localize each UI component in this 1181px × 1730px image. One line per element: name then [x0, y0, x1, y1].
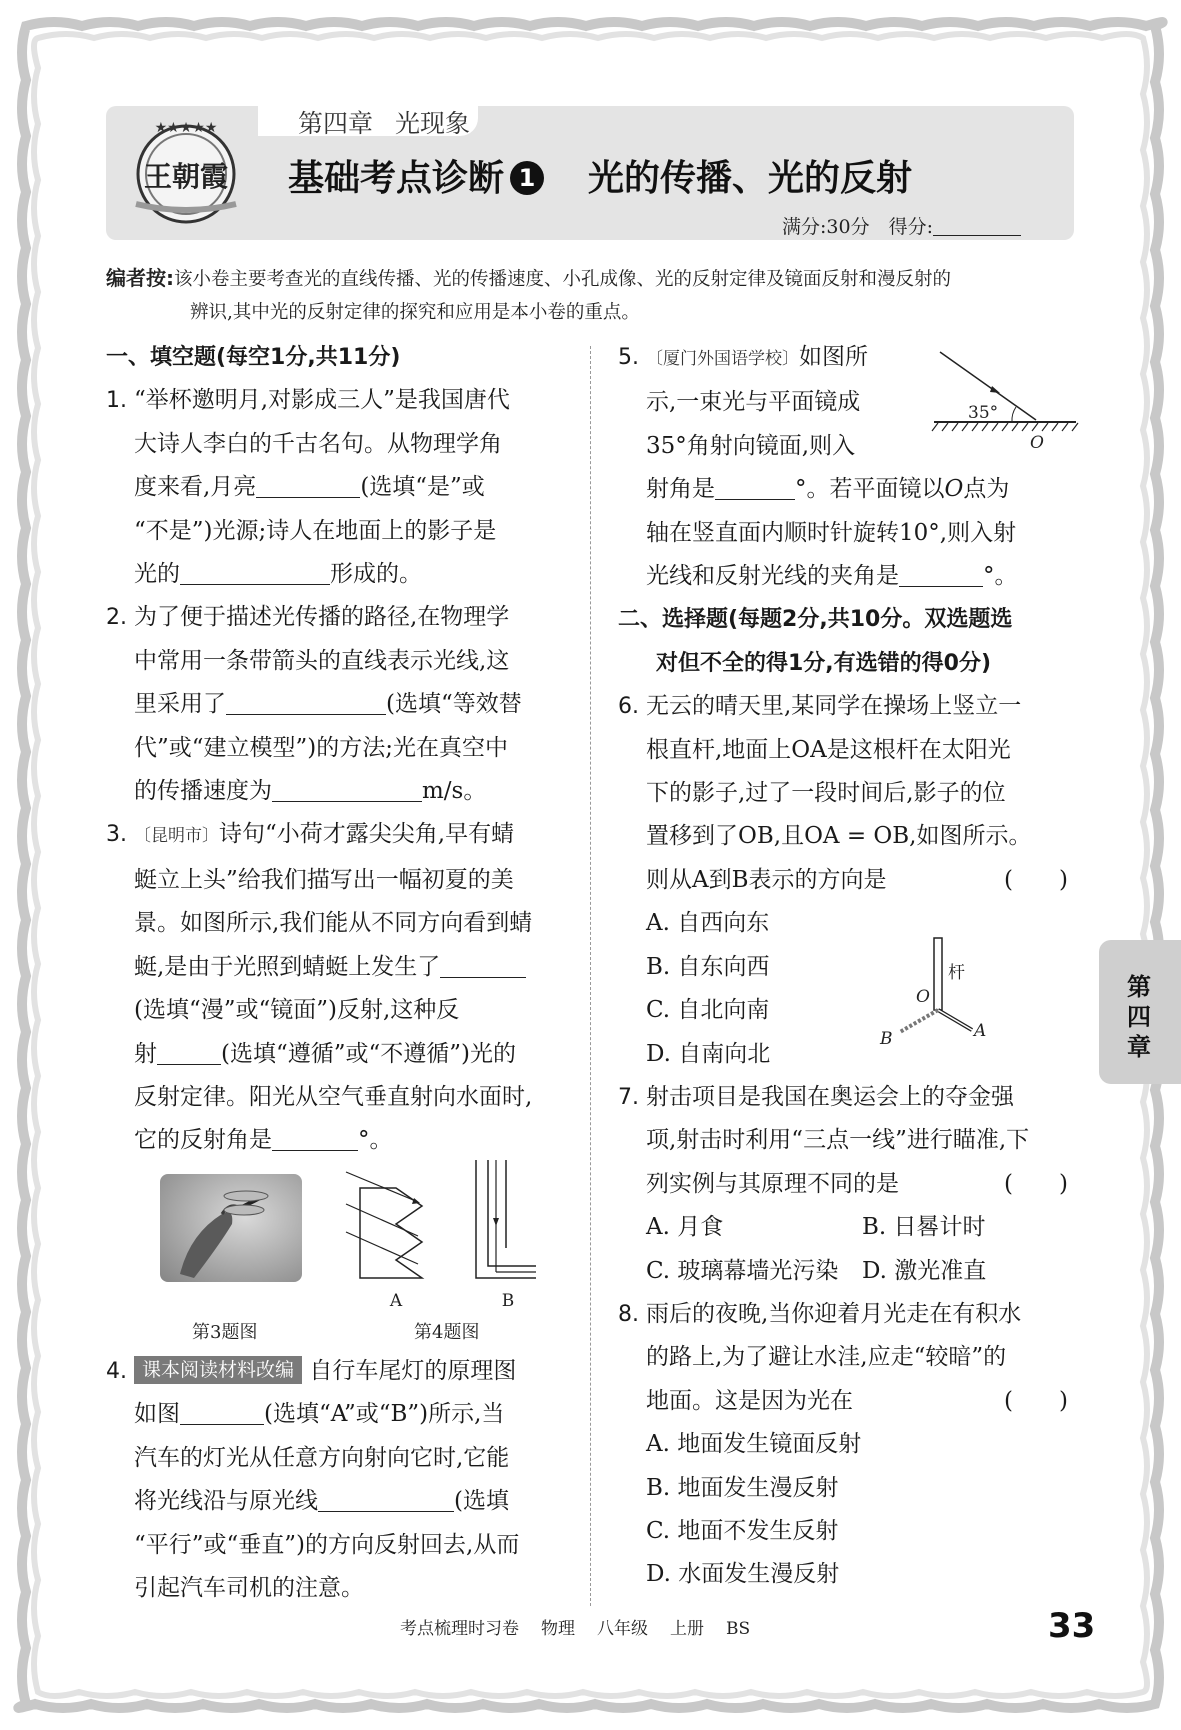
- footer-info: 考点梳理时习卷 物理 八年级 上册 BS: [400, 1619, 751, 1639]
- q5-mirror-diagram: [930, 346, 1080, 456]
- q8-option-d[interactable]: D. 水面发生漫反射: [646, 1561, 840, 1588]
- q8-answer-paren[interactable]: ( ): [1004, 1387, 1068, 1414]
- editor-note-label: 编者按:: [106, 266, 174, 290]
- q8-option-a[interactable]: A. 地面发生镜面反射: [646, 1431, 862, 1458]
- question-5: 5. 〔厦门外国语学校〕如图所 示,一束光与平面镜成 35°角射向镜面,则入 射角是 °。若平面镜以O点为 轴在竖直面内顺时针旋转10°,则入射 光线和反射光线的夹角是 °。: [618, 344, 1018, 590]
- fig4-label-b: B: [501, 1291, 515, 1310]
- q7-option-c[interactable]: C. 玻璃幕墙光污染: [646, 1257, 839, 1284]
- q6-answer-paren[interactable]: ( ): [1004, 866, 1068, 893]
- question-3: 3. 〔昆明市〕诗句“小荷才露尖尖角,早有蜻 蜓立上头”给我们描写出一幅初夏的美 景。如图所示,我们能从不同方向看到蜻 蜓,是由于光照到蜻蜓上发生了 (选填“漫”或“镜面”)反射,这种反 射 (选填“遵循”或“不遵循”)光的 反射定律。阳光从空气垂直射向水面时, 它的反射角是 °。: [106, 821, 533, 1154]
- q2-blank-2[interactable]: [272, 777, 422, 802]
- fig3-caption: 第3题图: [192, 1322, 258, 1343]
- fig4-caption: 第4题图: [414, 1322, 480, 1343]
- q5-blank-1[interactable]: [715, 475, 795, 500]
- score-line: 满分:30分 得分:: [782, 212, 1021, 239]
- q1-blank-1[interactable]: [256, 473, 360, 498]
- question-2: 2. 为了便于描述光传播的路径,在物理学 中常用一条带箭头的直线表示光线,这 里采用了 (选填“等效替 代”或“建立模型”)的方法;光在真空中 的传播速度为 m/s。: [106, 604, 522, 805]
- left-column: [106, 336, 566, 1163]
- q6-point-a-label: A: [974, 1021, 987, 1041]
- section-choice-title-line1: 二、选择题(每题2分,共10分。双选题选: [618, 607, 1013, 633]
- q5-angle-label: 35°: [968, 403, 999, 423]
- question-4: 4. 课本阅读材料改编 自行车尾灯的原理图 如图 (选填“A”或“B”)所示,当 汽车的灯光从任意方向射向它时,它能 将光线沿与原光线 (选填 “平行”或“垂直”)的方向反射回去,从而 引起汽车司机的注意。: [106, 1358, 520, 1602]
- q3-source: 〔昆明市〕: [134, 826, 219, 847]
- question-6: 6. 无云的晴天里,某同学在操场上竖立一 根直杆,地面上OA是这根杆在太阳光 下的影子,过了一段时间后,影子的位 置移到了OB,且OA = OB,如图所示。 则从A到B表示的方向是 ( ) A. 自西向东 B. 自东向西 C. 自北向南 D. 自南向北: [618, 685, 1072, 1076]
- page-title: 基础考点诊断 1 光的传播、光的反射: [288, 158, 913, 199]
- score-blank[interactable]: [933, 217, 1021, 236]
- q3-blank-1[interactable]: [440, 953, 526, 978]
- svg-text:王朝霞: 王朝霞: [143, 160, 229, 193]
- q6-point-b-label: B: [880, 1029, 893, 1049]
- q4-source-tag: 课本阅读材料改编: [134, 1356, 302, 1384]
- chapter-side-tab-label: 第四章: [1127, 973, 1151, 1061]
- q5-blank-2[interactable]: [899, 562, 983, 587]
- q5-point-o-label: O: [1030, 433, 1044, 453]
- q6-option-b[interactable]: B. 自东向西: [646, 953, 770, 980]
- q6-option-a[interactable]: A. 自西向东: [646, 910, 770, 937]
- dragonfly-icon: [160, 1174, 302, 1282]
- question-8: 8. 雨后的夜晚,当你迎着月光走在有积水 的路上,为了避让水洼,应走“较暗”的 地面。这是因为光在 ( ) A. 地面发生镜面反射 B. 地面发生漫反射 C. 地面不发生反射 D. 水面发生漫反射: [618, 1293, 1072, 1597]
- q7-option-b[interactable]: B. 日晷计时: [862, 1214, 986, 1241]
- section-fill-in-title: 一、填空题(每空1分,共11分): [106, 345, 401, 370]
- q3-blank-3[interactable]: [272, 1126, 358, 1151]
- svg-text:★★★★★: ★★★★★: [154, 120, 218, 136]
- q1-blank-2[interactable]: [180, 560, 330, 585]
- q6-pole-shadow-diagram: [876, 936, 1006, 1056]
- q6-option-c[interactable]: C. 自北向南: [646, 997, 770, 1024]
- q4-blank-2[interactable]: [318, 1487, 454, 1512]
- q7-answer-paren[interactable]: ( ): [1004, 1170, 1068, 1197]
- left-column-bottom: [106, 1350, 566, 1610]
- chapter-label: 第四章 光现象: [298, 109, 471, 138]
- fig4-bike-reflector-diagrams: [336, 1158, 546, 1310]
- q7-option-a[interactable]: A. 月食: [646, 1214, 724, 1241]
- q3-blank-2[interactable]: [157, 1040, 221, 1065]
- q8-option-c[interactable]: C. 地面不发生反射: [646, 1517, 839, 1544]
- brand-logo-seal: [130, 116, 242, 228]
- title-number-badge: 1: [510, 161, 544, 195]
- q6-option-d[interactable]: D. 自南向北: [646, 1040, 771, 1067]
- section-choice-title-line2: 对但不全的得1分,有选错的得0分): [656, 650, 992, 676]
- q7-option-d[interactable]: D. 激光准直: [862, 1257, 987, 1284]
- dragonfly-lotus-photo: [160, 1174, 302, 1282]
- q2-blank-1[interactable]: [226, 690, 386, 715]
- column-divider: [590, 346, 591, 1606]
- editor-note: 编者按:该小卷主要考查光的直线传播、光的传播速度、小孔成像、光的反射定律及镜面反射和漫反射的 辨识,其中光的反射定律的探究和应用是本小卷的重点。: [106, 266, 952, 323]
- question-1: 1. “举杯邀明月,对影成三人”是我国唐代 大诗人李白的千古名句。从物理学角 度来看,月亮 (选填“是”或 “不是”)光源;诗人在地面上的影子是 光的 形成的。: [106, 387, 510, 588]
- page-number: 33: [1048, 1606, 1096, 1646]
- fig4-label-a: A: [389, 1291, 403, 1310]
- q6-pole-label: 杆: [948, 963, 965, 983]
- question-7: 7. 射击项目是我国在奥运会上的夺金强 项,射击时利用“三点一线”进行瞄准,下 列实例与其原理不同的是 ( ) A. 月食 B. 日晷计时 C. 玻璃幕墙光污染 D. 激光准直: [618, 1076, 1072, 1293]
- q5-source: 〔厦门外国语学校〕: [646, 349, 799, 369]
- q4-blank-1[interactable]: [180, 1400, 264, 1425]
- q8-option-b[interactable]: B. 地面发生漫反射: [646, 1474, 839, 1501]
- q6-point-o-label: O: [916, 987, 930, 1007]
